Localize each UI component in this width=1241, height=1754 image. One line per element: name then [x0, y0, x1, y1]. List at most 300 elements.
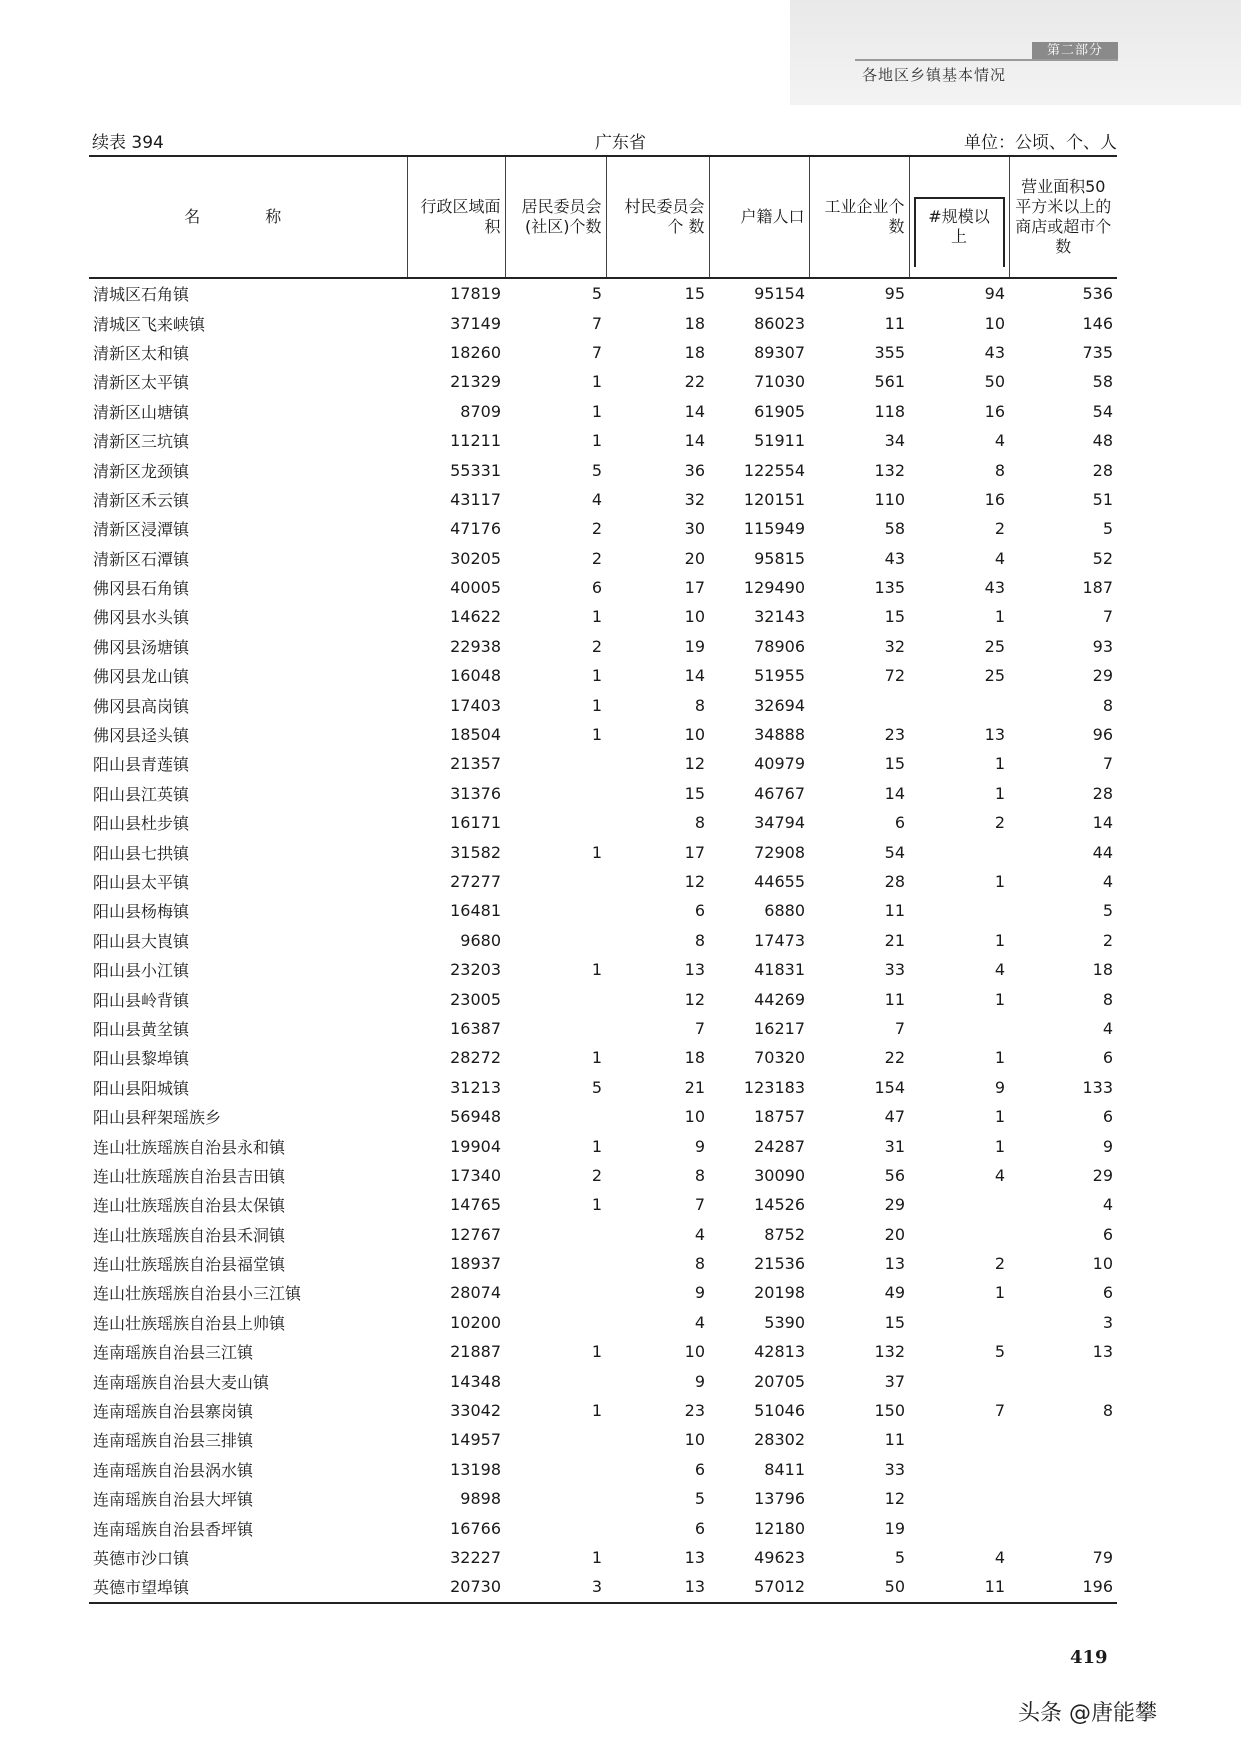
cell-population: 86023	[754, 313, 805, 333]
cell-area: 8709	[460, 401, 501, 421]
cell-name: 连南瑶族自治县寨岗镇	[93, 1402, 254, 1422]
cell-stores: 8	[1102, 989, 1113, 1009]
cell-above-scale: 1	[994, 930, 1005, 950]
cell-residents	[505, 1513, 606, 1542]
cell-name: 阳山县大崀镇	[93, 931, 190, 951]
cell-above-scale: 4	[994, 960, 1005, 980]
cell-industry: 6	[894, 813, 905, 833]
cell-population: 32694	[754, 695, 805, 715]
cell-above-scale: 4	[994, 431, 1005, 451]
table-row	[89, 632, 1117, 661]
cell-villages: 19	[684, 636, 705, 656]
cell-population: 72908	[754, 842, 805, 862]
cell-population: 21536	[754, 1254, 805, 1274]
table-row	[89, 690, 1117, 719]
cell-stores: 28	[1092, 783, 1113, 803]
cell-population: 123183	[743, 1077, 805, 1097]
cell-industry: 12	[884, 1489, 905, 1509]
cell-residents	[505, 1308, 606, 1337]
cell-above-scale: 10	[984, 313, 1005, 333]
cell-villages: 6	[694, 901, 705, 921]
cell-residents	[505, 1455, 606, 1484]
cell-stores: 6	[1102, 1224, 1113, 1244]
cell-name: 佛冈县水头镇	[93, 608, 190, 628]
cell-residents: 6	[591, 578, 602, 598]
cell-above-scale	[909, 1513, 1009, 1542]
table-header-row	[89, 156, 1117, 278]
cell-industry: 15	[884, 1312, 905, 1332]
cell-stores: 196	[1009, 1572, 1117, 1602]
cell-residents: 2	[591, 548, 602, 568]
cell-name: 连南瑶族自治县三排镇	[93, 1431, 254, 1451]
cell-stores: 187	[1082, 578, 1113, 598]
cell-industry: 11	[884, 901, 905, 921]
cell-population: 42813	[754, 1342, 805, 1362]
cell-villages: 8	[694, 813, 705, 833]
cell-stores: 8	[1102, 1401, 1113, 1421]
cell-area: 9680	[460, 930, 501, 950]
cell-name: 清城区飞来峡镇	[93, 314, 206, 334]
cell-name: 连南瑶族自治县涡水镇	[93, 1460, 254, 1480]
table-row	[89, 455, 1117, 484]
cell-name: 阳山县秤架瑶族乡	[93, 1108, 222, 1128]
cell-villages: 17	[684, 578, 705, 598]
cell-residents: 7	[591, 313, 602, 333]
table-row	[89, 397, 1117, 426]
cell-area: 20730	[407, 1572, 505, 1602]
cell-population: 120151	[743, 489, 805, 509]
cell-population: 13796	[754, 1489, 805, 1509]
table-row	[89, 1102, 1117, 1131]
cell-villages: 18	[684, 342, 705, 362]
cell-population: 61905	[754, 401, 805, 421]
cell-above-scale	[909, 1425, 1009, 1454]
table-row	[89, 367, 1117, 396]
table-row	[89, 779, 1117, 808]
cell-population: 129490	[743, 578, 805, 598]
cell-villages: 10	[684, 1342, 705, 1362]
cell-villages: 8	[694, 1165, 705, 1185]
cell-villages: 22	[684, 372, 705, 392]
table-row	[89, 514, 1117, 543]
cell-population: 34794	[754, 813, 805, 833]
table-row	[89, 1455, 1117, 1484]
section-title: 各地区乡镇基本情况	[862, 66, 1007, 84]
table-row	[89, 1308, 1117, 1337]
cell-residents	[505, 1278, 606, 1307]
cell-area: 14765	[450, 1195, 501, 1215]
cell-stores: 4	[1102, 1195, 1113, 1215]
cell-area: 17340	[450, 1165, 501, 1185]
cell-industry: 11	[884, 1430, 905, 1450]
cell-residents	[505, 1249, 606, 1278]
cell-residents: 1	[591, 431, 602, 451]
cell-name: 连山壮族瑶族自治县小三江镇	[93, 1284, 302, 1304]
table-row	[89, 1484, 1117, 1513]
cell-industry: 28	[884, 872, 905, 891]
cell-residents: 4	[591, 489, 602, 509]
cell-stores: 6	[1102, 1048, 1113, 1068]
cell-villages: 9	[694, 1136, 705, 1156]
cell-above-scale: 16	[984, 401, 1005, 421]
cell-stores: 7	[1102, 607, 1113, 627]
cell-industry: 37	[884, 1371, 905, 1391]
cell-name: 连山壮族瑶族自治县吉田镇	[93, 1166, 286, 1186]
cell-industry: 154	[874, 1077, 905, 1097]
cell-area: 21887	[450, 1342, 501, 1362]
cell-stores	[1009, 1366, 1117, 1395]
cell-population: 122554	[743, 460, 805, 480]
cell-population: 115949	[743, 519, 805, 539]
table-row	[89, 1043, 1117, 1072]
cell-above-scale: 50	[984, 372, 1005, 392]
cell-area: 21329	[450, 372, 501, 392]
cell-above-scale: 1	[994, 783, 1005, 803]
cell-stores: 44	[1092, 842, 1113, 862]
cell-residents	[505, 1425, 606, 1454]
cell-villages: 6	[694, 1518, 705, 1538]
cell-villages: 5	[694, 1489, 705, 1509]
cell-population: 51955	[754, 666, 805, 686]
cell-name: 佛冈县迳头镇	[93, 726, 190, 746]
cell-above-scale: 94	[984, 284, 1005, 304]
cell-name: 连南瑶族自治县大麦山镇	[93, 1372, 270, 1392]
cell-industry: 11	[884, 989, 905, 1009]
cell-residents: 1	[591, 607, 602, 627]
cell-residents	[505, 779, 606, 808]
cell-residents	[505, 1102, 606, 1131]
header-corner-shade	[790, 0, 1241, 105]
cell-area: 12767	[450, 1224, 501, 1244]
cell-area: 22938	[450, 636, 501, 656]
cell-above-scale: 1	[994, 1136, 1005, 1156]
table-row	[89, 1014, 1117, 1043]
cell-above-scale: 16	[984, 489, 1005, 509]
cell-name: 连南瑶族自治县三江镇	[93, 1343, 254, 1363]
cell-name: 英德市望埠镇	[89, 1572, 407, 1602]
unit-label: 单位：公顷、个、人	[964, 133, 1117, 153]
cell-residents	[505, 867, 606, 896]
cell-above-scale	[909, 837, 1009, 866]
cell-residents	[505, 896, 606, 925]
cell-stores: 51	[1092, 489, 1113, 509]
cell-stores	[1009, 1484, 1117, 1513]
table-row	[89, 1161, 1117, 1190]
cell-population: 8752	[764, 1224, 805, 1244]
cell-industry: 150	[874, 1401, 905, 1421]
cell-industry: 110	[874, 489, 905, 509]
cell-villages: 10	[684, 1430, 705, 1450]
cell-industry: 15	[884, 754, 905, 774]
cell-industry: 15	[884, 607, 905, 627]
cell-residents: 1	[591, 960, 602, 980]
table-row	[89, 955, 1117, 984]
cell-population: 41831	[754, 960, 805, 980]
header-population: 户籍人口	[709, 156, 809, 278]
cell-stores: 93	[1092, 636, 1113, 656]
cell-area: 31376	[450, 783, 501, 803]
cell-above-scale: 25	[984, 666, 1005, 686]
cell-population: 30090	[754, 1165, 805, 1185]
cell-industry: 72	[884, 666, 905, 686]
table-row	[89, 837, 1117, 866]
cell-population: 28302	[754, 1430, 805, 1450]
cell-villages: 13	[684, 960, 705, 980]
cell-industry: 132	[874, 460, 905, 480]
cell-above-scale	[909, 1190, 1009, 1219]
cell-name: 英德市沙口镇	[93, 1548, 190, 1568]
cell-above-scale	[909, 1366, 1009, 1395]
cell-industry: 11	[884, 313, 905, 333]
table-row	[89, 1425, 1117, 1454]
cell-industry: 32	[884, 636, 905, 656]
cell-population: 51046	[754, 1401, 805, 1421]
cell-residents: 1	[591, 372, 602, 392]
cell-villages: 14	[684, 666, 705, 686]
cell-area: 30205	[450, 548, 501, 568]
table-row	[89, 1220, 1117, 1249]
cell-industry: 31	[884, 1136, 905, 1156]
cell-stores: 536	[1082, 284, 1113, 304]
cell-industry	[809, 690, 909, 719]
cell-villages: 10	[684, 1107, 705, 1127]
cell-population: 32143	[754, 607, 805, 627]
cell-population: 12180	[754, 1518, 805, 1538]
cell-above-scale: 1	[994, 754, 1005, 774]
cell-population: 14526	[754, 1195, 805, 1215]
cell-villages: 13	[684, 1547, 705, 1567]
cell-above-scale	[909, 896, 1009, 925]
cell-population: 70320	[754, 1048, 805, 1068]
cell-area: 31582	[450, 842, 501, 862]
cell-above-scale: 4	[994, 1165, 1005, 1185]
cell-area: 32227	[450, 1547, 501, 1567]
cell-villages: 23	[684, 1401, 705, 1421]
cell-area: 43117	[450, 489, 501, 509]
cell-area: 18937	[450, 1254, 501, 1274]
cell-area: 47176	[450, 519, 501, 539]
table-row	[89, 1337, 1117, 1366]
cell-population: 46767	[754, 783, 805, 803]
cell-stores: 6	[1102, 1107, 1113, 1127]
cell-name: 阳山县青莲镇	[93, 755, 190, 775]
table-row	[89, 485, 1117, 514]
cell-residents	[505, 1484, 606, 1513]
cell-area: 13198	[450, 1459, 501, 1479]
table-row	[89, 308, 1117, 337]
table-row	[89, 1572, 1117, 1602]
cell-stores: 5	[1102, 901, 1113, 921]
cell-industry: 118	[874, 401, 905, 421]
cell-villages: 30	[684, 519, 705, 539]
cell-stores: 14	[1092, 813, 1113, 833]
cell-area: 27277	[450, 872, 501, 891]
cell-above-scale: 8	[994, 460, 1005, 480]
cell-area: 55331	[450, 460, 501, 480]
cell-villages: 8	[694, 930, 705, 950]
cell-area: 14348	[450, 1371, 501, 1391]
cell-population: 71030	[754, 372, 805, 392]
table-row	[89, 1543, 1117, 1572]
cell-name: 连山壮族瑶族自治县上帅镇	[93, 1313, 286, 1333]
cell-industry: 20	[884, 1224, 905, 1244]
cell-residents: 1	[591, 401, 602, 421]
cell-residents: 1	[591, 1195, 602, 1215]
cell-villages: 15	[684, 783, 705, 803]
header-above-scale: #规模以上	[914, 197, 1005, 267]
cell-name: 阳山县岭背镇	[93, 990, 190, 1010]
cell-area: 16048	[450, 666, 501, 686]
cell-above-scale: 1	[994, 989, 1005, 1009]
cell-stores: 58	[1092, 372, 1113, 392]
cell-population: 40979	[754, 754, 805, 774]
table-row	[89, 1073, 1117, 1102]
cell-industry: 34	[884, 431, 905, 451]
cell-area: 17403	[450, 695, 501, 715]
cell-above-scale: 4	[994, 548, 1005, 568]
cell-area: 19904	[450, 1136, 501, 1156]
cell-residents	[505, 1220, 606, 1249]
cell-above-scale	[909, 690, 1009, 719]
cell-industry: 14	[884, 783, 905, 803]
cell-population: 95154	[754, 284, 805, 304]
cell-industry: 33	[884, 1459, 905, 1479]
cell-residents: 1	[591, 666, 602, 686]
cell-stores: 133	[1082, 1077, 1113, 1097]
table-row	[89, 426, 1117, 455]
cell-residents: 1	[591, 725, 602, 745]
cell-above-scale	[909, 1014, 1009, 1043]
cell-stores	[1009, 1455, 1117, 1484]
cell-above-scale: 2	[994, 1254, 1005, 1274]
cell-villages: 17	[684, 842, 705, 862]
cell-name: 阳山县七拱镇	[93, 843, 190, 863]
cell-population: 6880	[764, 901, 805, 921]
cell-area: 31213	[450, 1077, 501, 1097]
cell-population: 95815	[754, 548, 805, 568]
cell-name: 连山壮族瑶族自治县永和镇	[93, 1137, 286, 1157]
cell-industry: 54	[884, 842, 905, 862]
cell-above-scale: 25	[984, 636, 1005, 656]
cell-industry: 22	[884, 1048, 905, 1068]
province-title: 广东省	[595, 133, 646, 153]
header-industry: 工业企业个 数	[809, 156, 909, 278]
cell-industry: 29	[884, 1195, 905, 1215]
cell-villages: 36	[684, 460, 705, 480]
cell-industry: 49	[884, 1283, 905, 1303]
cell-name: 清新区石潭镇	[93, 549, 190, 569]
cell-residents: 3	[505, 1572, 606, 1602]
cell-area: 18504	[450, 725, 501, 745]
cell-industry: 95	[884, 284, 905, 304]
cell-name: 连南瑶族自治县大坪镇	[93, 1490, 254, 1510]
cell-villages: 14	[684, 401, 705, 421]
cell-industry: 33	[884, 960, 905, 980]
cell-stores: 52	[1092, 548, 1113, 568]
cell-stores: 7	[1102, 754, 1113, 774]
cell-stores: 735	[1082, 342, 1113, 362]
table-row	[89, 661, 1117, 690]
cell-residents: 2	[591, 519, 602, 539]
cell-residents: 5	[591, 1077, 602, 1097]
cell-population: 20198	[754, 1283, 805, 1303]
table-continuation-label: 续表 394	[92, 133, 164, 153]
cell-above-scale: 2	[994, 519, 1005, 539]
cell-population: 24287	[754, 1136, 805, 1156]
cell-stores: 4	[1102, 872, 1113, 891]
cell-name: 阳山县太平镇	[93, 873, 190, 892]
cell-name: 阳山县阳城镇	[93, 1078, 190, 1098]
cell-area: 14957	[450, 1430, 501, 1450]
cell-name: 清新区浸潭镇	[93, 520, 190, 540]
cell-population: 20705	[754, 1371, 805, 1391]
cell-villages: 9	[694, 1371, 705, 1391]
cell-name: 连山壮族瑶族自治县福堂镇	[93, 1255, 286, 1275]
cell-industry: 19	[884, 1518, 905, 1538]
table-row	[89, 1190, 1117, 1219]
cell-population: 16217	[754, 1018, 805, 1038]
cell-industry: 58	[884, 519, 905, 539]
table-row	[89, 278, 1117, 308]
cell-residents: 2	[591, 1165, 602, 1185]
table-row	[89, 720, 1117, 749]
cell-name: 连山壮族瑶族自治县禾洞镇	[93, 1225, 286, 1245]
cell-villages: 12	[684, 989, 705, 1009]
cell-population: 5390	[764, 1312, 805, 1332]
cell-villages: 32	[684, 489, 705, 509]
cell-stores: 54	[1092, 401, 1113, 421]
table-row	[89, 867, 1117, 896]
cell-industry: 355	[874, 342, 905, 362]
cell-residents: 5	[591, 284, 602, 304]
cell-stores: 10	[1092, 1254, 1113, 1274]
header-name: 名 称	[89, 156, 407, 278]
cell-name: 阳山县杨梅镇	[93, 902, 190, 922]
cell-area: 17819	[450, 284, 501, 304]
cell-villages: 4	[694, 1312, 705, 1332]
cell-residents: 1	[591, 1048, 602, 1068]
cell-villages: 7	[694, 1195, 705, 1215]
cell-area: 18260	[450, 342, 501, 362]
cell-residents: 2	[591, 636, 602, 656]
cell-stores: 48	[1092, 431, 1113, 451]
cell-industry: 43	[884, 548, 905, 568]
cell-villages: 20	[684, 548, 705, 568]
cell-industry: 21	[884, 930, 905, 950]
cell-industry: 132	[874, 1342, 905, 1362]
table-row	[89, 1396, 1117, 1425]
cell-residents: 1	[591, 842, 602, 862]
cell-villages: 10	[684, 607, 705, 627]
cell-name: 阳山县江英镇	[93, 784, 190, 804]
cell-residents: 1	[591, 1342, 602, 1362]
cell-name: 清新区太和镇	[93, 343, 190, 363]
cell-residents	[505, 926, 606, 955]
cell-name: 连南瑶族自治县香坪镇	[93, 1519, 254, 1539]
cell-industry: 5	[894, 1547, 905, 1567]
cell-name: 阳山县黄坌镇	[93, 1019, 190, 1039]
cell-stores: 13	[1092, 1342, 1113, 1362]
cell-name: 佛冈县石角镇	[93, 579, 190, 599]
cell-stores	[1009, 1425, 1117, 1454]
cell-villages: 10	[684, 725, 705, 745]
cell-population: 89307	[754, 342, 805, 362]
table-row	[89, 808, 1117, 837]
cell-stores: 29	[1092, 666, 1113, 686]
cell-stores: 18	[1092, 960, 1113, 980]
cell-industry: 23	[884, 725, 905, 745]
cell-villages: 15	[684, 284, 705, 304]
